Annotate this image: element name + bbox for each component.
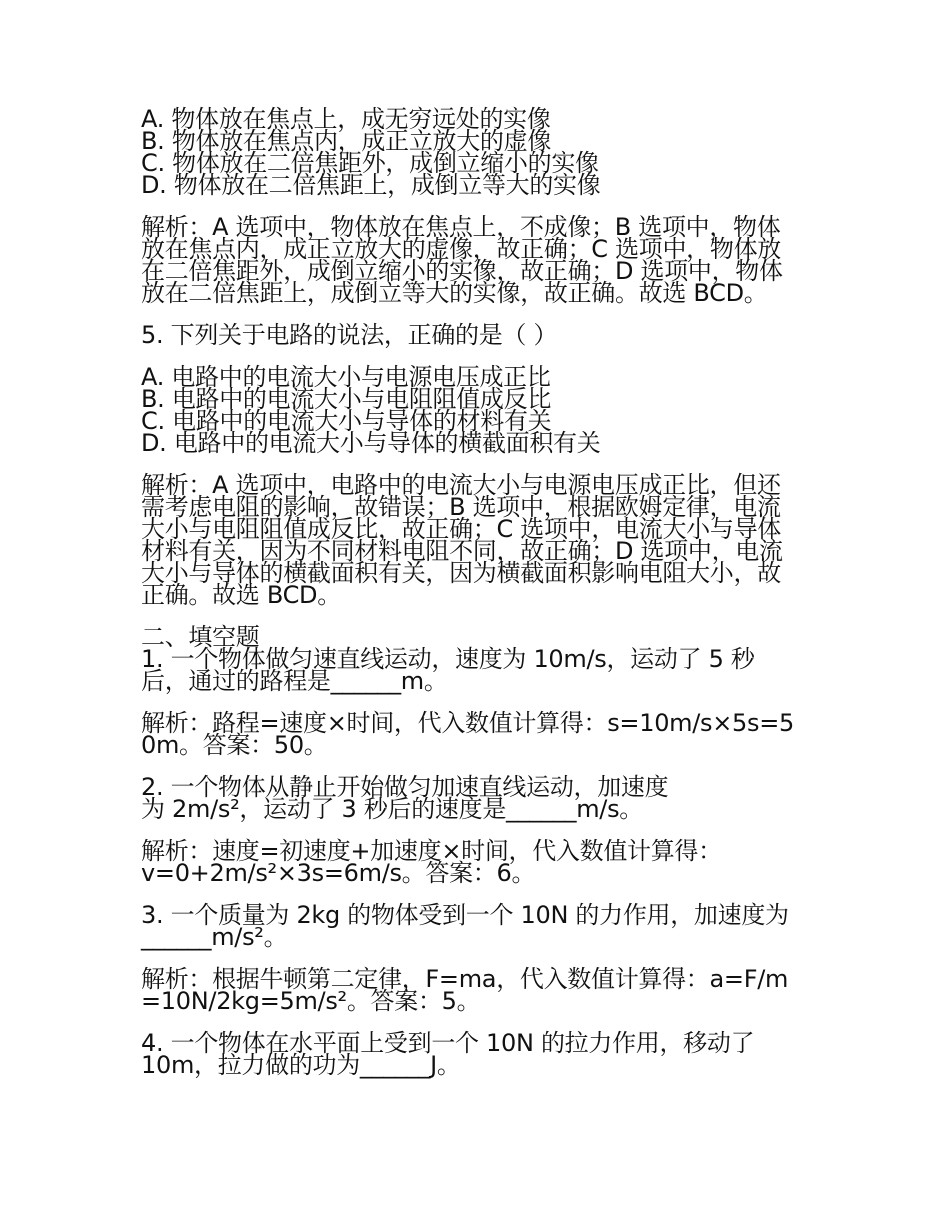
- q5-question-text: 5. 下列关于电路的说法，正确的是（ ）: [141, 321, 558, 349]
- q4-analysis: [141, 213, 813, 307]
- fill-analysis-3: [141, 965, 813, 1015]
- fill-analysis-2-line: 解析：速度=初速度+加速度×时间，代入数值计算得：: [141, 837, 722, 865]
- fill-question-1-line: 后，通过的路程是______m。: [141, 667, 448, 695]
- q4-analysis-line: 放在二倍焦距上，成倒立等大的实像，故正确。故选 BCD。: [141, 279, 768, 307]
- fill-question-2-line: 2. 一个物体从静止开始做匀加速直线运动，加速度: [141, 773, 669, 801]
- q4-option-b: B. 物体放在焦点内，成正立放大的虚像: [141, 127, 552, 155]
- q4-option-c: C. 物体放在二倍焦距外，成倒立缩小的实像: [141, 149, 599, 177]
- fill-analysis-1-line: 解析：路程=速度×时间，代入数值计算得：s=10m/s×5s=5: [141, 709, 795, 737]
- q4-analysis-line: 放在焦点内，成正立放大的虚像，故正确；C 选项中，物体放: [141, 235, 781, 263]
- q5-analysis-line: 大小与电阻阻值成反比，故正确；C 选项中，电流大小与导体: [141, 515, 781, 543]
- q5-analysis-line: 材料有关，因为不同材料电阻不同，故正确；D 选项中，电流: [141, 537, 783, 565]
- fill-analysis-1: [141, 709, 813, 759]
- fill-question-2: [141, 773, 813, 823]
- fill-analysis-2-line: v=0+2m/s²×3s=6m/s。答案：6。: [141, 859, 536, 887]
- q5-options: [141, 363, 813, 457]
- q5-analysis-line: 正确。故选 BCD。: [141, 581, 341, 609]
- q4-analysis-line: 在二倍焦距外，成倒立缩小的实像，故正确；D 选项中，物体: [141, 257, 783, 285]
- fill-question-2-line: 为 2m/s²，运动了 3 秒后的速度是______m/s。: [141, 795, 643, 823]
- fill-question-4-line: 4. 一个物体在水平面上受到一个 10N 的拉力作用，移动了: [141, 1029, 755, 1057]
- fill-question-4: [141, 1029, 813, 1079]
- fill-analysis-3-line: 解析：根据牛顿第二定律，F=ma，代入数值计算得：a=F/m: [141, 965, 789, 993]
- q5-analysis: [141, 471, 813, 609]
- q4-analysis-line: 解析：A 选项中，物体放在焦点上，不成像；B 选项中，物体: [141, 213, 781, 241]
- q4-option-d: D. 物体放在二倍焦距上，成倒立等大的实像: [141, 171, 601, 199]
- fill-analysis-2: [141, 837, 813, 887]
- q5-question: [141, 321, 813, 349]
- fill-question-3: [141, 901, 813, 951]
- q4-option-a: A. 物体放在焦点上，成无穷远处的实像: [141, 105, 551, 133]
- fill-analysis-3-line: =10N/2kg=5m/s²。答案：5。: [141, 987, 481, 1015]
- q5-analysis-line: 需考虑电阻的影响，故错误；B 选项中，根据欧姆定律，电流: [141, 493, 781, 521]
- q5-analysis-line: 解析：A 选项中，电路中的电流大小与电源电压成正比，但还: [141, 471, 781, 499]
- q5-option-a: A. 电路中的电流大小与电源电压成正比: [141, 363, 551, 391]
- q4-options: [141, 105, 813, 199]
- fill-question-3-line: ______m/s²。: [141, 923, 288, 951]
- q5-option-d: D. 电路中的电流大小与导体的横截面积有关: [141, 429, 601, 457]
- q5-analysis-line: 大小与导体的横截面积有关，因为横截面积影响电阻大小，故: [141, 559, 781, 587]
- q5-option-c: C. 电路中的电流大小与导体的材料有关: [141, 407, 552, 435]
- fill-question-4-line: 10m，拉力做的功为______J。: [141, 1051, 461, 1079]
- section2: [141, 623, 813, 695]
- fill-analysis-1-line: 0m。答案：50。: [141, 731, 328, 759]
- fill-question-1-line: 1. 一个物体做匀速直线运动，速度为 10m/s，运动了 5 秒: [141, 645, 755, 673]
- fill-question-3-line: 3. 一个质量为 2kg 的物体受到一个 10N 的力作用，加速度为: [141, 901, 789, 929]
- section-title: 二、填空题: [141, 623, 260, 651]
- q5-option-b: B. 电路中的电流大小与电阻阻值成反比: [141, 385, 552, 413]
- document-page: [141, 105, 813, 1079]
